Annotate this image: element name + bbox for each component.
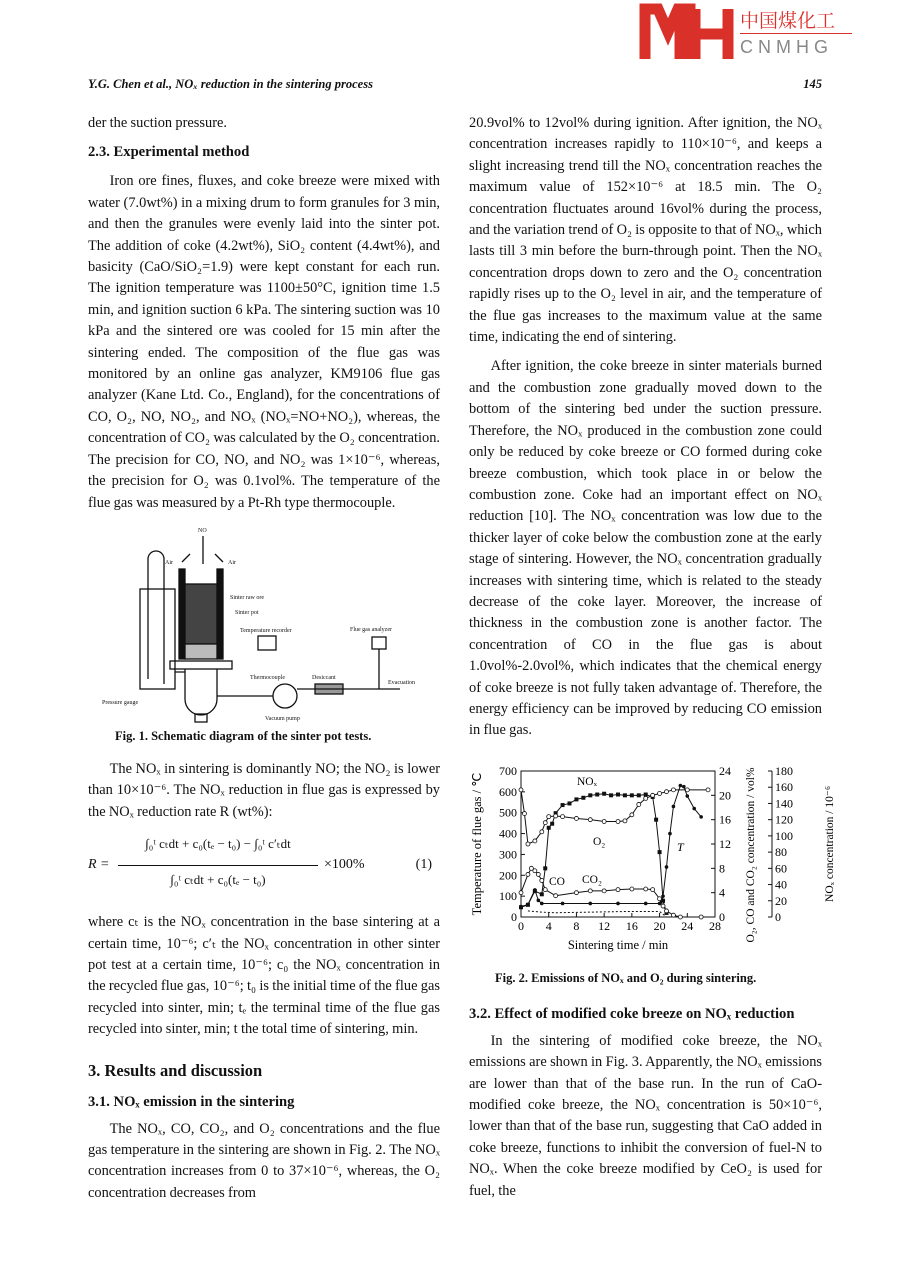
point-t bbox=[672, 804, 676, 808]
y-left-tick-label: 600 bbox=[499, 784, 517, 799]
y-right-tick-label: 0 bbox=[775, 909, 781, 924]
point-co2 bbox=[661, 904, 665, 908]
point-o2 bbox=[554, 814, 558, 818]
point-t bbox=[658, 901, 662, 905]
equation-factor: ×100% bbox=[324, 857, 365, 873]
point-o2 bbox=[651, 793, 655, 797]
point-t bbox=[668, 832, 672, 836]
point-co2 bbox=[574, 890, 578, 894]
intro-line: der the suction pressure. bbox=[88, 115, 227, 131]
point-o2 bbox=[671, 788, 675, 792]
point-co2 bbox=[588, 889, 592, 893]
y-mid-tick-label: 16 bbox=[719, 812, 731, 827]
label-sinter-raw-ore: Sinter raw ore bbox=[230, 594, 264, 601]
point-o2 bbox=[561, 814, 565, 818]
y-mid-axis-label: O₂, CO and CO₂ concentration / vol% bbox=[745, 767, 757, 943]
figure-1-diagram bbox=[100, 524, 430, 724]
y-left-tick-label: 0 bbox=[511, 909, 517, 924]
point-nox bbox=[616, 792, 620, 796]
y-mid-tick-label: 0 bbox=[719, 909, 725, 924]
y-left-axis-label: Temperature of flue gas / ℃ bbox=[470, 772, 484, 916]
paragraph-3-1: The NOₓ, CO, CO₂, and O₂ concentrations and the flue gas temperature in the sintering are shown in Fig. 2. The NOₓ concentration increases from 0 to 37×10⁻⁶, whereas, the O₂ concentration decreases from bbox=[88, 1120, 440, 1201]
y-right-tick-label: 40 bbox=[775, 877, 787, 892]
point-nox bbox=[568, 801, 572, 805]
point-co2 bbox=[519, 890, 523, 894]
point-co2 bbox=[671, 913, 675, 917]
y-right-tick-label: 140 bbox=[775, 796, 793, 811]
y-left-tick-label: 500 bbox=[499, 805, 517, 820]
label-thermocouple: Thermocouple bbox=[250, 674, 285, 681]
point-o2 bbox=[588, 817, 592, 821]
x-tick-label: 24 bbox=[681, 918, 694, 933]
figure-2-chart bbox=[465, 757, 845, 967]
point-t bbox=[661, 894, 665, 898]
y-mid-tick-label: 20 bbox=[719, 788, 731, 803]
y-mid-tick-label: 24 bbox=[719, 763, 731, 778]
point-t bbox=[685, 794, 689, 798]
paragraph-nox-reduction: The NOₓ in sintering is dominantly NO; the NO₂ is lower than 10×10⁻⁶. The NOₓ reduction in flue gas is expressed by the NOₓ reduction rate R (wt%): bbox=[88, 760, 440, 820]
point-t bbox=[679, 784, 683, 788]
point-o2 bbox=[644, 796, 648, 800]
x-axis-label: Sintering time / min bbox=[567, 937, 669, 952]
point-nox bbox=[581, 796, 585, 800]
point-nox bbox=[550, 822, 554, 826]
section-heading-3: 3. Results and discussion bbox=[88, 1060, 263, 1080]
point-nox bbox=[543, 866, 547, 870]
point-co2 bbox=[602, 889, 606, 893]
point-o2 bbox=[540, 830, 544, 834]
label-flue-gas-analyzer: Flue gas analyzer bbox=[350, 626, 392, 633]
label-temperature-recorder: Temperature recorder bbox=[240, 627, 292, 634]
point-t bbox=[682, 785, 686, 789]
point-o2 bbox=[706, 788, 710, 792]
point-nox bbox=[630, 793, 634, 797]
logo-english-text: C N M H G bbox=[740, 37, 828, 57]
point-t bbox=[616, 901, 620, 905]
point-nox bbox=[637, 793, 641, 797]
annotation-co2: CO₂ bbox=[582, 873, 602, 886]
point-nox bbox=[602, 791, 606, 795]
equation-1 bbox=[88, 828, 440, 908]
point-co2 bbox=[665, 909, 669, 913]
point-o2 bbox=[665, 789, 669, 793]
point-o2 bbox=[616, 819, 620, 823]
x-tick-label: 12 bbox=[598, 918, 611, 933]
equation-lhs: R = bbox=[88, 857, 110, 873]
point-co2 bbox=[644, 887, 648, 891]
logo-mark-icon bbox=[640, 4, 735, 64]
y-right-tick-label: 20 bbox=[775, 893, 787, 908]
point-o2 bbox=[637, 802, 641, 806]
paragraph-where: where cₜ is the NOₓ concentration in the base sintering at a certain time, 10⁻⁶; c′ₜ the NOₓ concentration in other sinter pot test at a certain time, 10⁻⁶; c₀ the NOₓ concentration in the recycled flue gas, 10⁻⁶; t₀ is the initial time of the flue gas recycled into sinter, min; tₑ the terminal time of the flue gas recycled into sinter, min; t the total time of sintering, min. bbox=[88, 914, 440, 1038]
label-air-right: Air bbox=[228, 559, 236, 566]
point-o2 bbox=[602, 819, 606, 823]
paragraph-after-ignition: After ignition, the coke breeze in sinter materials burned and the combustion zone gradually moved down to the bottom of the sintering bed under the suction pressure. Therefore, the NOₓ produced in the combustion zone could only be reduced by coke breeze or CO formed during coke breeze combustion, which took place in or below the combustion zone. Coke had an important effect on NOₓ reduction [10]. The NOₓ concentration was low due to the thicker layer of coke below the combustion zone at the early stage of sintering. However, the NOₓ concentration gradually increases with sintering time, which is related to the steady decrease of the coke layer. Moreover, the increase of thickness in the combustion zone is another factor. The concentration of CO in the flue gas is about 1.0vol%-2.0vol%, which indicates that the chemical energy of coke breeze is not fully taken advantage of. Therefore, the energy efficiency can be improved by reducing CO emission in flue gas. bbox=[469, 358, 822, 739]
point-nox bbox=[658, 850, 662, 854]
point-co2 bbox=[651, 887, 655, 891]
point-co2 bbox=[616, 887, 620, 891]
y-mid-tick-label: 8 bbox=[719, 861, 725, 876]
label-vacuum-pump: Vacuum pump bbox=[265, 715, 300, 722]
series-line-t bbox=[521, 785, 701, 906]
left-column bbox=[88, 113, 440, 1204]
point-nox bbox=[574, 797, 578, 801]
figure-2-caption: Fig. 2. Emissions of NOₓ and O₂ during sintering. bbox=[495, 970, 757, 985]
x-tick-label: 20 bbox=[653, 918, 666, 933]
paragraph-3-2: In the sintering of modified coke breeze, the NOₓ emissions are shown in Fig. 3. Apparently, the NOₓ emissions are lower than that of the base run. In the run of CaO-modified coke breeze, the NOₓ concentration is 50×10⁻⁶, lower than that of the base run, suggesting that CaO added in coke breeze, functions to inhibit the conversion of fuel-N to NOₓ. When the coke breeze modified by CeO₂ is used for fuel, the bbox=[469, 1032, 822, 1199]
point-t bbox=[665, 865, 669, 869]
point-nox bbox=[654, 817, 658, 821]
section-heading-2-3: 2.3. Experimental method bbox=[88, 144, 250, 161]
y-right-tick-label: 160 bbox=[775, 780, 793, 795]
equation-number: (1) bbox=[415, 857, 432, 873]
point-co2 bbox=[678, 915, 682, 919]
point-nox bbox=[609, 793, 613, 797]
point-t bbox=[588, 901, 592, 905]
label-sinter-pot: Sinter pot bbox=[235, 609, 259, 616]
y-right-tick-label: 100 bbox=[775, 828, 793, 843]
point-o2 bbox=[522, 811, 526, 815]
section-heading-3-2: 3.2. Effect of modified coke breeze on NOₓ reduction bbox=[469, 1005, 795, 1022]
point-co2 bbox=[630, 887, 634, 891]
paragraph-continued: 20.9vol% to 12vol% during ignition. After ignition, the NOₓ concentration increases rapidly to 110×10⁻⁶, and keeps a slight increasing trend till the NOₓ concentration reaches the maximum value of 152×10⁻⁶ at 18.5 min. The O₂ concentration fluctuates around 16vol% during the process, and the variation trend of O₂ is opposite to that of NOₓ, which lasts till 3 min before the burn-through point. Then the NOₓ concentration drops down to zero and the O₂ concentration rapidly rises up to the O₂ level in air, and the temperature of the flue gas increases to the maximum value at the same time, indicating the end of sintering. bbox=[469, 115, 822, 346]
point-t bbox=[540, 901, 544, 905]
point-t bbox=[537, 898, 541, 902]
point-o2 bbox=[547, 814, 551, 818]
y-left-tick-label: 200 bbox=[499, 868, 517, 883]
annotation-nox: NOₓ bbox=[577, 775, 597, 788]
point-co2 bbox=[543, 887, 547, 891]
point-o2 bbox=[630, 813, 634, 817]
point-o2 bbox=[519, 788, 523, 792]
point-co2 bbox=[526, 872, 530, 876]
label-evacuation: Evacuation bbox=[388, 679, 415, 686]
annotation-co: CO bbox=[549, 875, 565, 888]
y-right-tick-label: 80 bbox=[775, 844, 787, 859]
x-tick-label: 8 bbox=[573, 918, 580, 933]
point-t bbox=[644, 901, 648, 905]
x-tick-label: 0 bbox=[518, 918, 524, 933]
point-o2 bbox=[543, 820, 547, 824]
point-o2 bbox=[658, 791, 662, 795]
point-nox bbox=[561, 803, 565, 807]
point-co2 bbox=[536, 872, 540, 876]
page-number: 145 bbox=[803, 77, 822, 91]
x-tick-label: 28 bbox=[709, 918, 721, 933]
point-nox bbox=[588, 793, 592, 797]
y-mid-tick-label: 12 bbox=[719, 836, 731, 851]
y-right-tick-label: 60 bbox=[775, 861, 787, 876]
label-air-left: Air bbox=[165, 559, 173, 566]
equation-denominator: ∫₀ᵗ cₜdt + c₀(tₑ − t₀) bbox=[170, 872, 266, 888]
section-heading-3-1: 3.1. NOₓ emission in the sintering bbox=[88, 1093, 295, 1110]
x-tick-label: 16 bbox=[625, 918, 638, 933]
point-o2 bbox=[533, 839, 537, 843]
point-t bbox=[561, 901, 565, 905]
point-co2 bbox=[699, 915, 703, 919]
y-left-tick-label: 700 bbox=[499, 763, 517, 778]
point-o2 bbox=[526, 842, 530, 846]
equation-numerator: ∫₀ᵗ cₜdt + c₀(tₑ − t₀) − ∫₀ᵗ c′ₜdt bbox=[145, 836, 291, 852]
point-nox bbox=[547, 826, 551, 830]
logo-chinese-text: 中国煤化工 bbox=[740, 10, 836, 32]
label-desiccant: Desiccant bbox=[312, 674, 336, 681]
y-left-tick-label: 300 bbox=[499, 847, 517, 862]
running-title: Y.G. Chen et al., NOₓ reduction in the sintering process bbox=[88, 77, 373, 91]
y-mid-tick-label: 4 bbox=[719, 885, 725, 900]
y-left-tick-label: 100 bbox=[499, 888, 517, 903]
paragraph-method: Iron ore fines, fluxes, and coke breeze were mixed with water (7.0wt%) in a mixing drum to form granules for 3 min, and then the granules were evenly laid into the sinter pot. The addition of coke (4.2wt%), SiO₂ content (4.4wt%), and basicity (CaO/SiO₂=1.9) were kept constant for each run. The ignition temperature was 1100±50°C, ignition time 1.5 min, and ignition suction 6 kPa. The sintering suction was 10 kPa and the sintered ore was cooled for 15 min after the sintering ended. The composition of the flue gas was monitored by an online gas analyzer, KM9106 flue gas analyzer (Kane Ltd. Co., England), for the concentrations of CO, O₂, NO, NO₂, and NOₓ (NOₓ=NO+NO₂), whereas, the concentration of CO₂ was calculated by the O₂ concentration. The precision for CO, NO, and NO₂ was 1×10⁻⁶, whereas, the precision for O₂ was 0.1vol%. The temperature of the flue gas was measured by a Pt-Rh type thermocouple. bbox=[88, 173, 440, 511]
annotation-o2: O₂ bbox=[593, 835, 606, 848]
point-co2 bbox=[540, 878, 544, 882]
point-o2 bbox=[574, 816, 578, 820]
label-pressure-gauge: Pressure gauge bbox=[102, 699, 139, 706]
label-no: NO bbox=[198, 527, 207, 534]
point-o2 bbox=[623, 819, 627, 823]
cnmhg-watermark-logo bbox=[640, 4, 870, 64]
point-t bbox=[533, 888, 537, 892]
point-t bbox=[519, 905, 523, 909]
y-left-tick-label: 400 bbox=[499, 826, 517, 841]
y-right-tick-label: 120 bbox=[775, 812, 793, 827]
point-nox bbox=[595, 792, 599, 796]
figure-1-caption: Fig. 1. Schematic diagram of the sinter pot tests. bbox=[115, 728, 372, 743]
y-right-axis-label: NOₓ concentration / 10⁻⁶ bbox=[824, 785, 836, 902]
point-nox bbox=[644, 792, 648, 796]
point-co2 bbox=[554, 893, 558, 897]
x-tick-label: 4 bbox=[545, 918, 552, 933]
point-t bbox=[699, 815, 703, 819]
point-nox bbox=[540, 892, 544, 896]
point-co2 bbox=[533, 869, 537, 873]
point-nox bbox=[623, 793, 627, 797]
point-t bbox=[526, 902, 530, 906]
y-right-tick-label: 180 bbox=[775, 763, 793, 778]
annotation-t: T bbox=[677, 839, 684, 854]
point-t bbox=[692, 807, 696, 811]
right-column bbox=[469, 113, 836, 1202]
